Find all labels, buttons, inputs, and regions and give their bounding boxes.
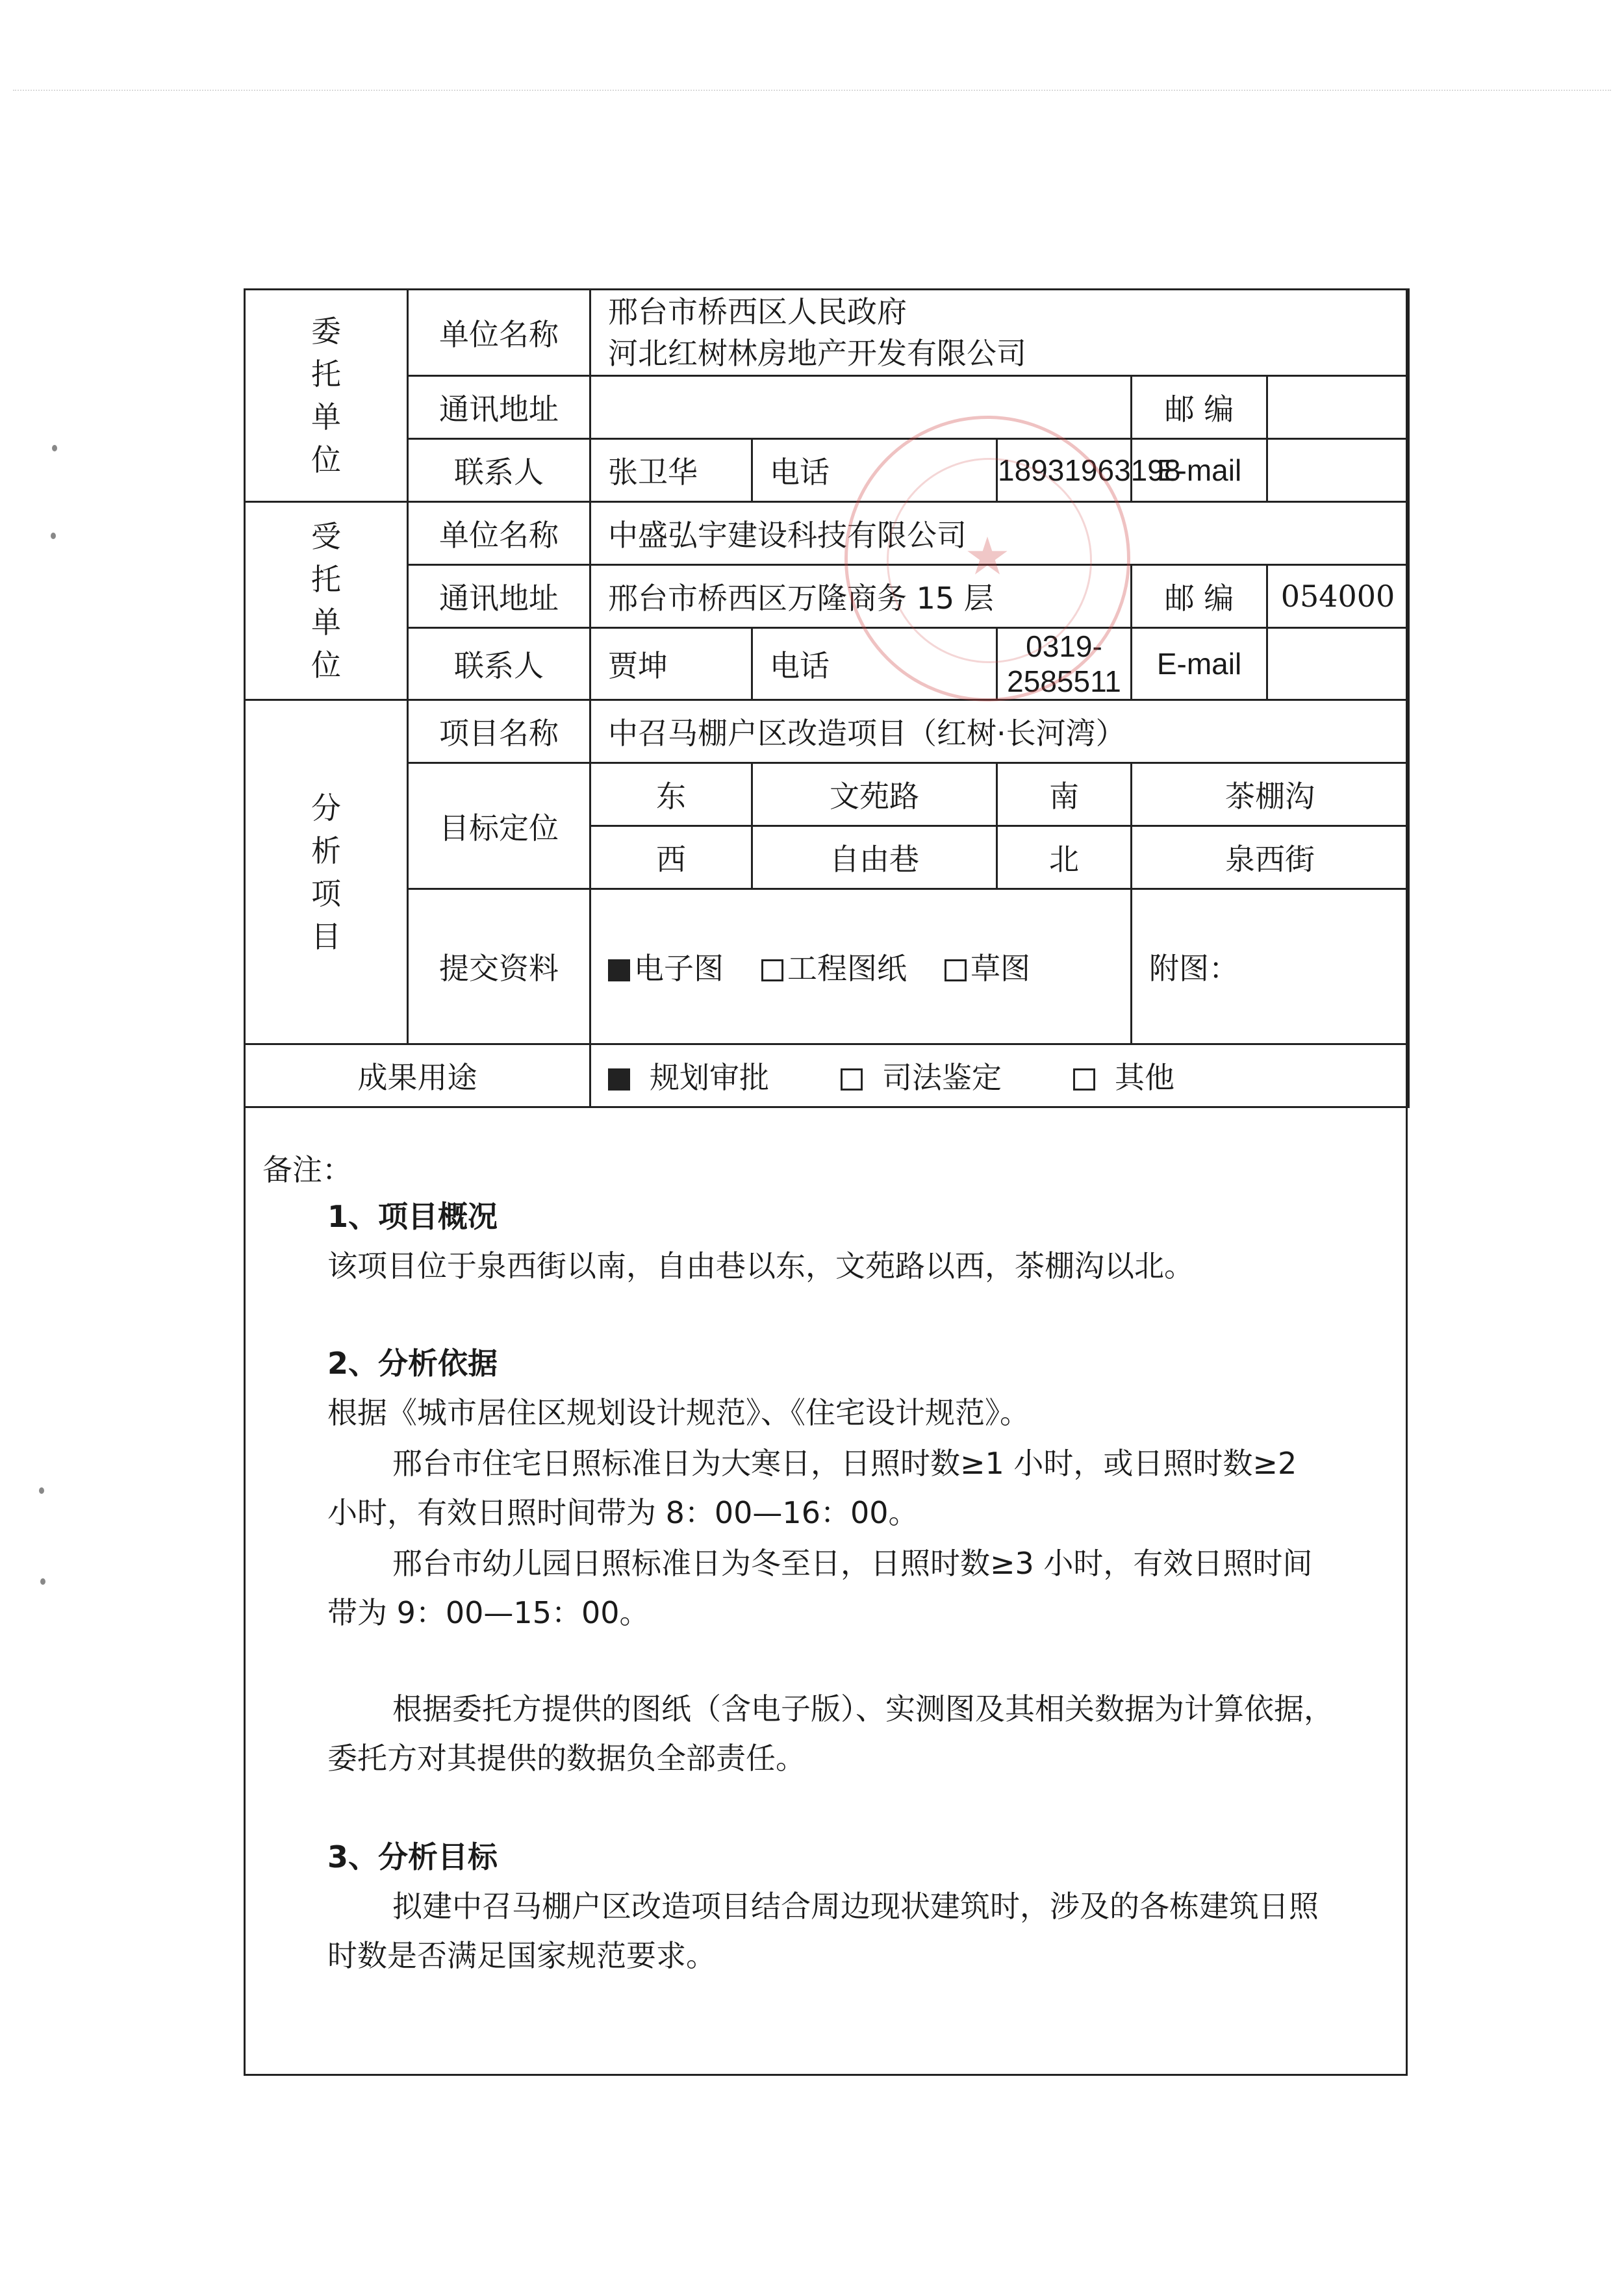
section-2-line-4: 邢台市幼儿园日照标准日为冬至日，日照时数≥3 小时，有效日照时间 (392, 1546, 1313, 1581)
section-2-line-7: 委托方对其提供的数据负全部责任。 (327, 1741, 806, 1776)
checkbox-empty[interactable] (945, 959, 967, 981)
section-3-line-1: 拟建中召马棚户区改造项目结合周边现状建筑时，涉及的各栋建筑日照 (392, 1889, 1319, 1924)
contractor-address: 邢台市桥西区万隆商务 15 层 (590, 565, 1132, 628)
client-section-label: 委 托 单 位 (245, 290, 408, 502)
east-label: 东 (590, 763, 752, 826)
client-postcode (1267, 376, 1409, 439)
contractor-contact: 贾坤 (590, 628, 752, 700)
section-3-title: 3、分析目标 (327, 1839, 498, 1874)
contractor-email-label: E-mail (1132, 628, 1267, 700)
contractor-postcode: 054000 (1267, 565, 1409, 628)
client-address (590, 376, 1132, 439)
contractor-address-label: 通讯地址 (408, 565, 590, 628)
section-2-line-5: 带为 9：00—15：00。 (327, 1595, 650, 1630)
project-section-label: 分 析 项 目 (245, 700, 408, 1044)
materials-options (590, 889, 1132, 1044)
seal-star-icon: ★ (964, 526, 1011, 587)
project-name: 中召马棚户区改造项目（红树·长河湾） (590, 700, 1409, 763)
attachment-label: 附图： (1132, 889, 1409, 1044)
section-2-line-3: 小时，有效日照时间带为 8：00—16：00。 (327, 1495, 919, 1530)
client-name-label: 单位名称 (408, 290, 590, 376)
remarks-label: 备注： (262, 1152, 352, 1187)
commission-form-table (244, 288, 1410, 1108)
contractor-email (1267, 628, 1409, 700)
north-label: 北 (997, 826, 1132, 889)
material-option-electronic[interactable]: 电子图 (608, 945, 724, 988)
east-value: 文苑路 (752, 763, 997, 826)
client-email (1267, 439, 1409, 502)
section-2-line-6: 根据委托方提供的图纸（含电子版）、实测图及其相关数据为计算依据， (392, 1691, 1334, 1726)
contractor-name-label: 单位名称 (408, 502, 590, 565)
west-value: 自由巷 (752, 826, 997, 889)
contractor-name: 中盛弘宇建设科技有限公司 (590, 502, 1409, 565)
checkbox-empty[interactable] (841, 1068, 863, 1091)
contractor-postcode-label: 邮 编 (1132, 565, 1267, 628)
checkbox-empty[interactable] (1073, 1068, 1095, 1091)
usage-options (590, 1044, 1409, 1107)
section-1-text: 该项目位于泉西街以南，自由巷以东，文苑路以西，茶棚沟以北。 (327, 1248, 1194, 1283)
scan-edge-line (13, 90, 1611, 91)
materials-label: 提交资料 (408, 889, 590, 1044)
client-postcode-label: 邮 编 (1132, 376, 1267, 439)
client-phone: 18931963198 (997, 439, 1132, 502)
south-value: 茶棚沟 (1132, 763, 1409, 826)
client-email-label: E-mail (1132, 439, 1267, 502)
section-3-line-2: 时数是否满足国家规范要求。 (327, 1938, 716, 1973)
usage-option-planning[interactable]: 规划审批 (608, 1054, 769, 1097)
west-label: 西 (590, 826, 752, 889)
client-name-1: 邢台市桥西区人民政府 (608, 294, 907, 329)
section-2-line-2: 邢台市住宅日照标准日为大寒日，日照时数≥1 小时，或日照时数≥2 (392, 1446, 1297, 1481)
material-option-engineering[interactable]: 工程图纸 (761, 945, 907, 988)
scan-speck (40, 1578, 45, 1585)
scan-speck (51, 533, 56, 539)
client-contact: 张卫华 (590, 439, 752, 502)
usage-label: 成果用途 (245, 1044, 590, 1107)
section-2-title: 2、分析依据 (327, 1346, 498, 1381)
section-2-line-1: 根据《城市居住区规划设计规范》、《住宅设计规范》。 (327, 1395, 1030, 1430)
client-address-label: 通讯地址 (408, 376, 590, 439)
north-value: 泉西街 (1132, 826, 1409, 889)
usage-option-judicial[interactable]: 司法鉴定 (841, 1054, 1002, 1097)
client-contact-label: 联系人 (408, 439, 590, 502)
contractor-section-label: 受 托 单 位 (245, 502, 408, 700)
usage-option-other[interactable]: 其他 (1073, 1054, 1174, 1097)
project-name-label: 项目名称 (408, 700, 590, 763)
client-names (590, 290, 1409, 376)
section-1-title: 1、项目概况 (327, 1199, 498, 1234)
material-option-sketch[interactable]: 草图 (945, 945, 1030, 988)
checkbox-checked[interactable] (608, 959, 630, 981)
checkbox-checked[interactable] (608, 1068, 630, 1091)
checkbox-empty[interactable] (761, 959, 783, 981)
scan-speck (52, 445, 57, 451)
scan-speck (39, 1487, 44, 1494)
contractor-phone-label: 电话 (752, 628, 997, 700)
contractor-phone: 0319-2585511 (997, 628, 1132, 700)
client-phone-label: 电话 (752, 439, 997, 502)
client-name-2: 河北红树林房地产开发有限公司 (608, 336, 1026, 371)
location-label: 目标定位 (408, 763, 590, 889)
south-label: 南 (997, 763, 1132, 826)
contractor-contact-label: 联系人 (408, 628, 590, 700)
